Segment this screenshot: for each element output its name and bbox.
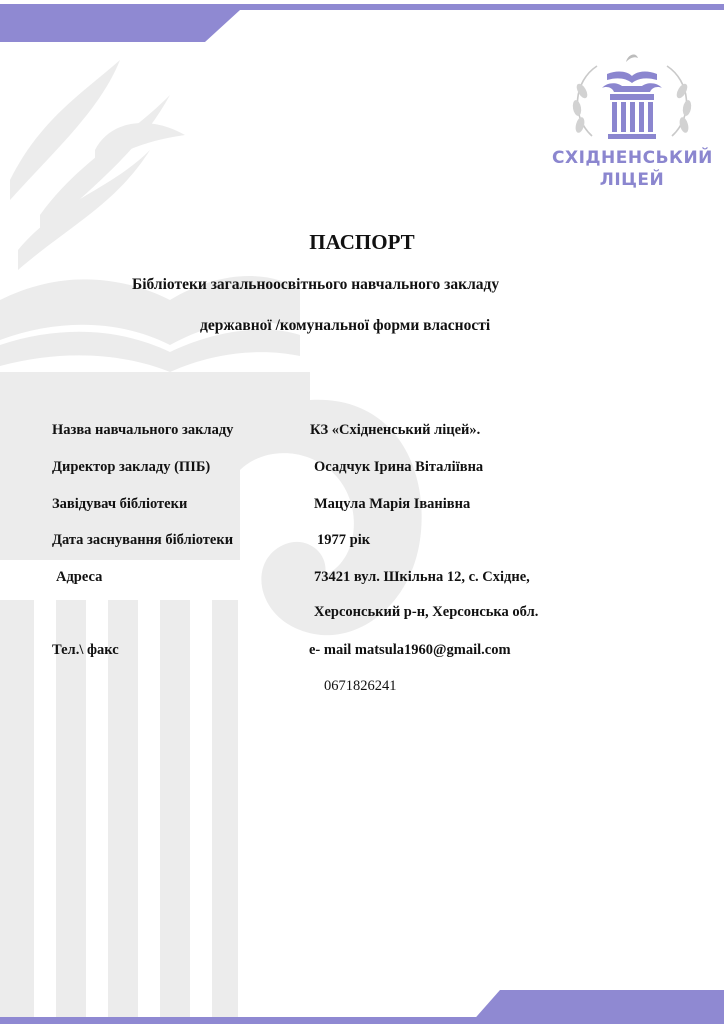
- subtitle-line1: Бібліотеки загальноосвітнього навчального закладу: [132, 276, 500, 293]
- director-value: Осадчук Ірина Віталіївна: [314, 459, 484, 475]
- founded-label: Дата заснування бібліотеки: [52, 532, 234, 548]
- logo-text-line2: ЛІЦЕЙ: [599, 170, 665, 190]
- address-value-line2: Херсонський р-н, Херсонська обл.: [314, 604, 539, 620]
- subtitle-line2: державної /комунальної форми власності: [200, 317, 491, 334]
- address-label: Адреса: [56, 569, 103, 585]
- phone-value: 0671826241: [324, 678, 397, 694]
- librarian-value: Мацула Марія Іванівна: [314, 496, 471, 512]
- school-name-label: Назва навчального закладу: [52, 422, 234, 438]
- contact-label: Тел.\ факс: [52, 642, 119, 658]
- logo-text-line1: СХІДНЕНСЬКИЙ: [552, 148, 713, 168]
- email-value: e- mail matsula1960@gmail.com: [309, 642, 511, 658]
- school-name-value: КЗ «Східненський ліцей».: [310, 422, 481, 438]
- address-value-line1: 73421 вул. Шкільна 12, с. Східне,: [314, 569, 530, 585]
- librarian-label: Завідувач бібліотеки: [52, 496, 188, 512]
- page-title: ПАСПОРТ: [309, 230, 415, 254]
- founded-value: 1977 рік: [317, 532, 371, 548]
- director-label: Директор закладу (ПІБ): [52, 459, 211, 475]
